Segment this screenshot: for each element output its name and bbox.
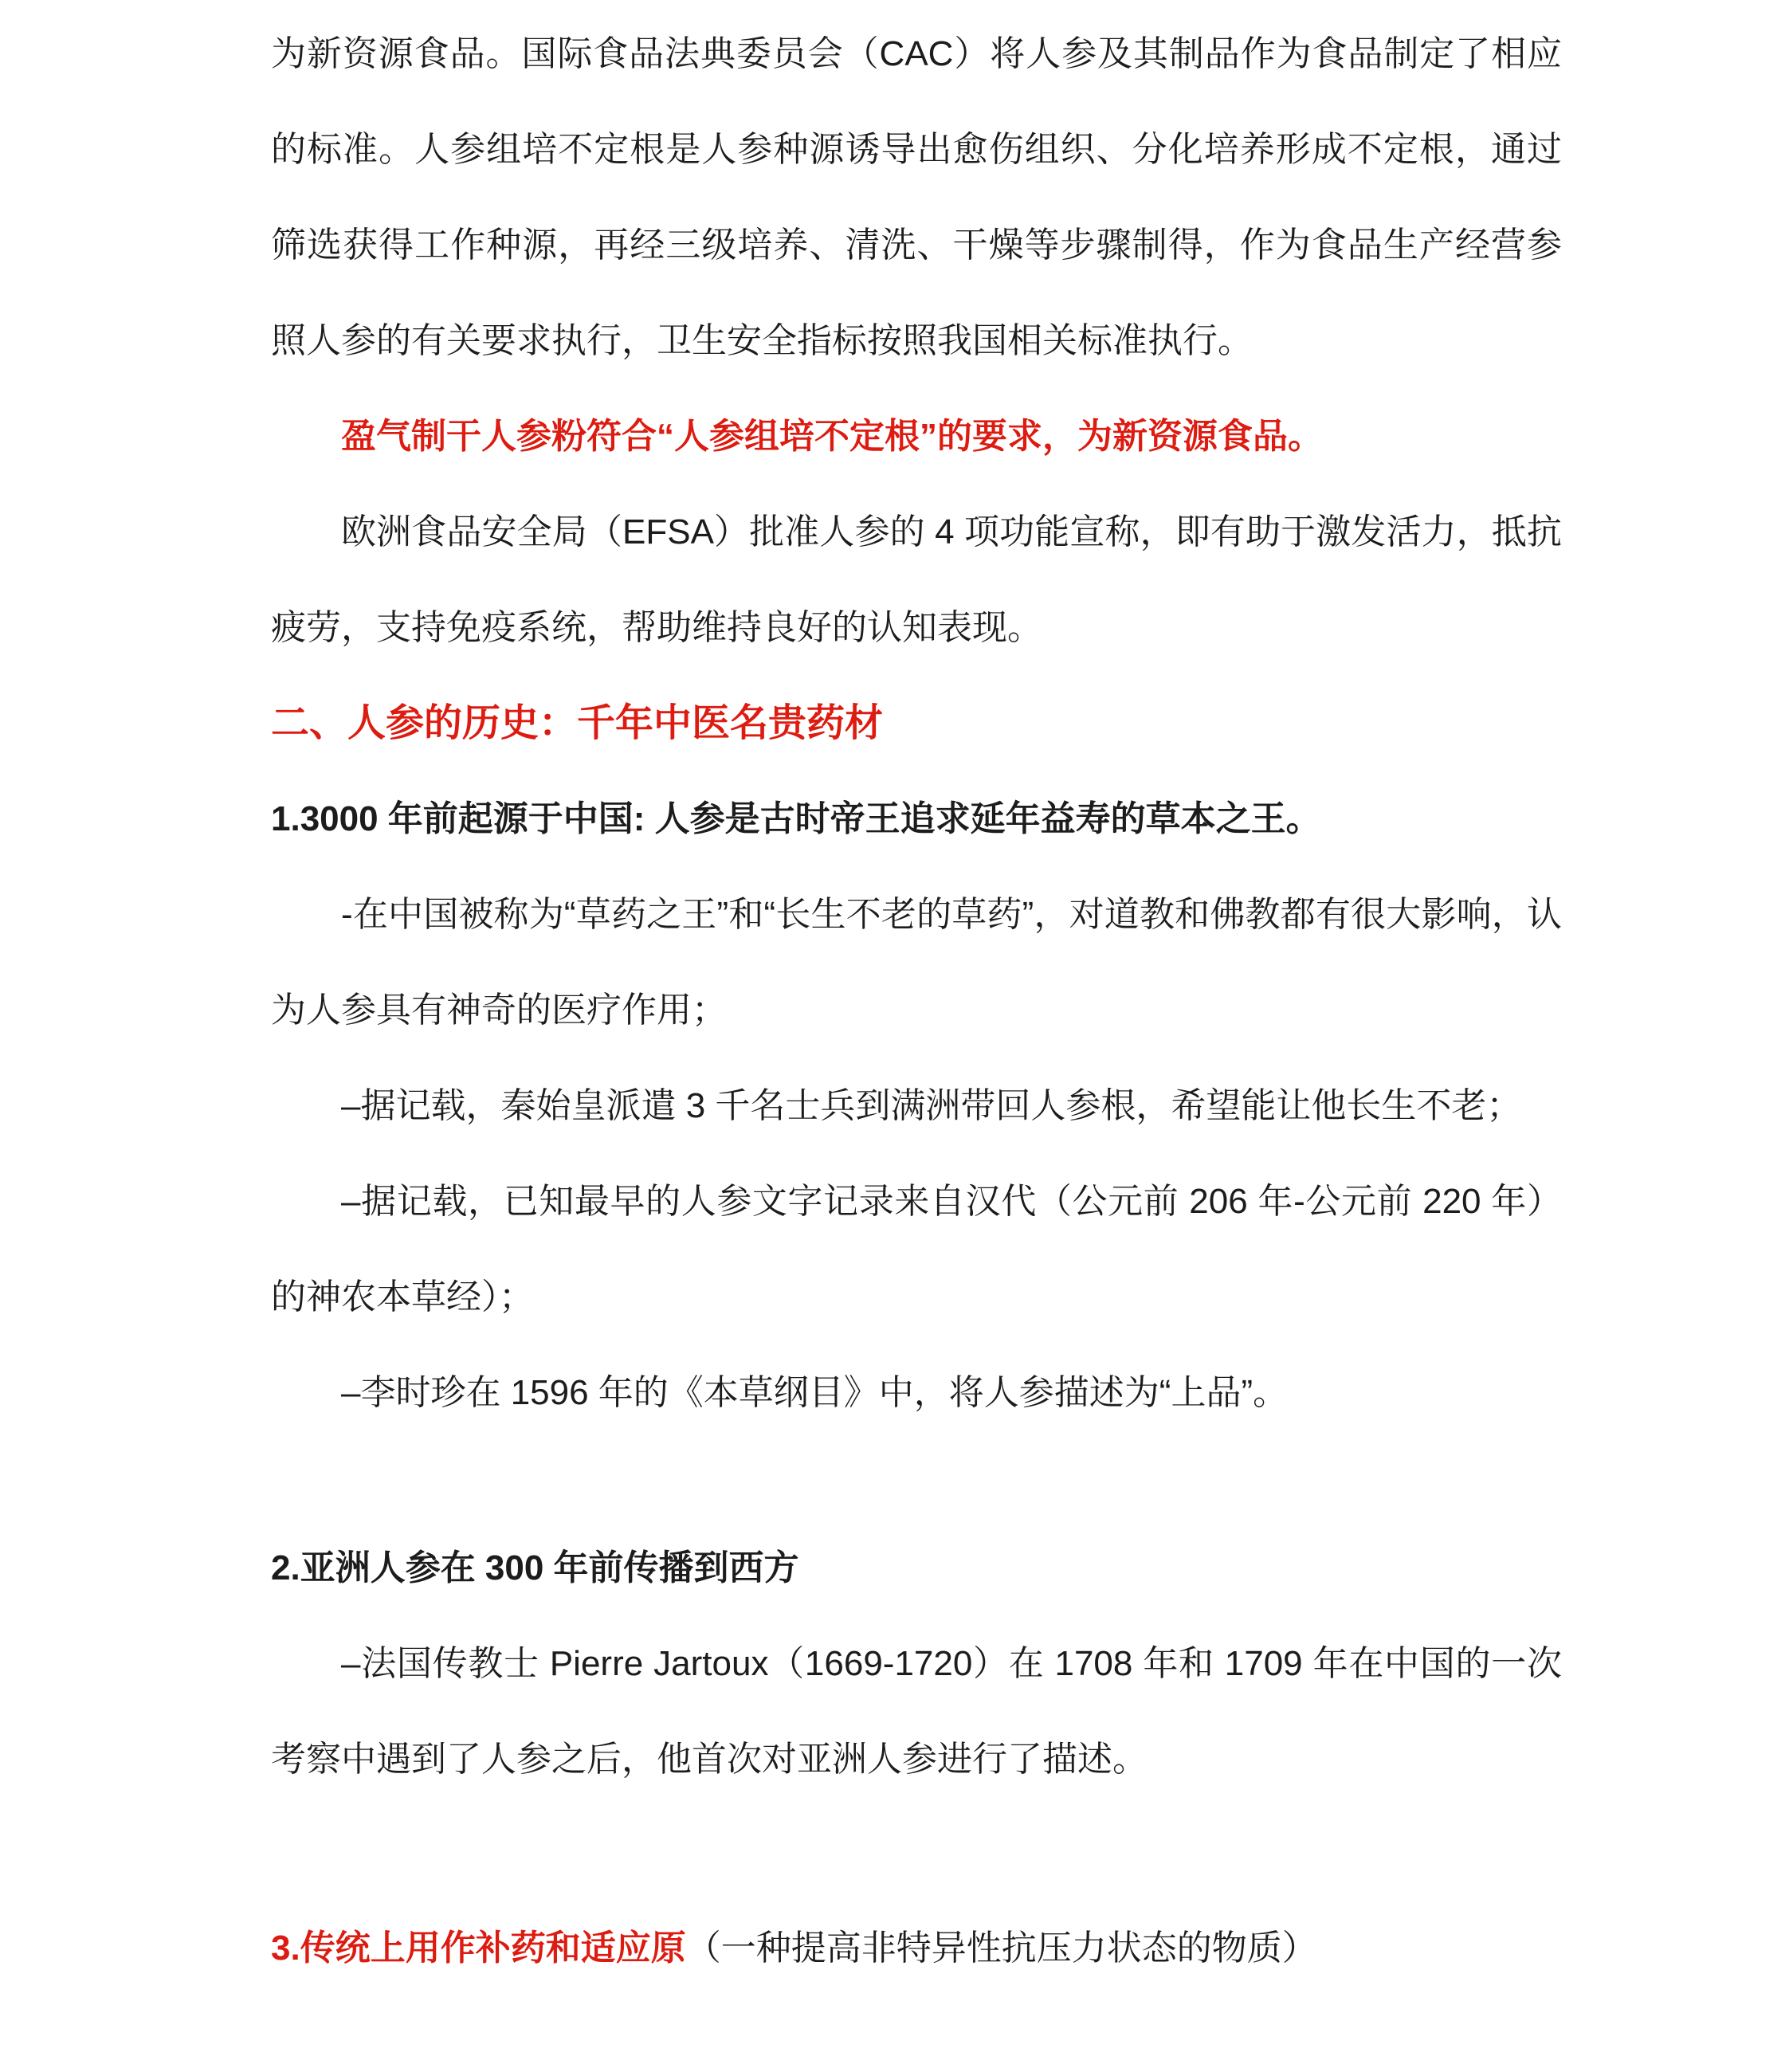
heading-item-3 (271, 1901, 1562, 1996)
paragraph-efsa: 欧洲食品安全局（EFSA）批准人参的 4 项功能宣称，即有助于激发活力，抵抗疲劳，支持免疫系统，帮助维持良好的认知表现。 (271, 512, 1562, 647)
heading-item-3-note: （一种提高非特异性抗压力状态的物质） (685, 1929, 1317, 1968)
paragraph-qinshihuang: –据记载，秦始皇派遣 3 千名士兵到满洲带回人参根，希望能让他长生不老； (341, 1086, 1522, 1125)
heading-item-3-red-label: 3.传统上用作补药和适应原 (271, 1929, 686, 1968)
paragraph-lishizhen: –李时珍在 1596 年的《本草纲目》中，将人参描述为“上品”。 (341, 1373, 1289, 1412)
paragraph-han-record: –据记载，已知最早的人参文字记录来自汉代（公元前 206 年-公元前 220 年）的神农本草经）； (271, 1182, 1562, 1317)
paragraph-jartoux: –法国传教士 Pierre Jartoux（1669-1720）在 1708 年和 1709 年在中国的一次考察中遇到了人参之后，他首次对亚洲人参进行了描述。 (271, 1644, 1562, 1779)
heading-section-2: 二、人参的历史：千年中医名贵药材 (271, 702, 884, 744)
heading-item-2: 2.亚洲人参在 300 年前传播到西方 (271, 1548, 799, 1587)
paragraph-king-of-herbs: -在中国被称为“草药之王”和“长生不老的草药”，对道教和佛教都有很大影响，认为人参具有神奇的医疗作用； (271, 895, 1562, 1030)
heading-item-1: 1.3000 年前起源于中国: 人参是古时帝王追求延年益寿的草本之王。 (271, 799, 1321, 838)
paragraph-red-claim: 盈气制干人参粉符合“人参组培不定根”的要求，为新资源食品。 (341, 417, 1323, 456)
paragraph-standards: 为新资源食品。国际食品法典委员会（CAC）将人参及其制品作为食品制定了相应的标准。人参组培不定根是人参种源诱导出愈伤组织、分化培养形成不定根，通过筛选获得工作种源，再经三级培养、清洗、干燥等步骤制得，作为食品生产经营参照人参的有关要求执行，卫生安全指标按照我国相关标准执行。 (271, 34, 1562, 360)
